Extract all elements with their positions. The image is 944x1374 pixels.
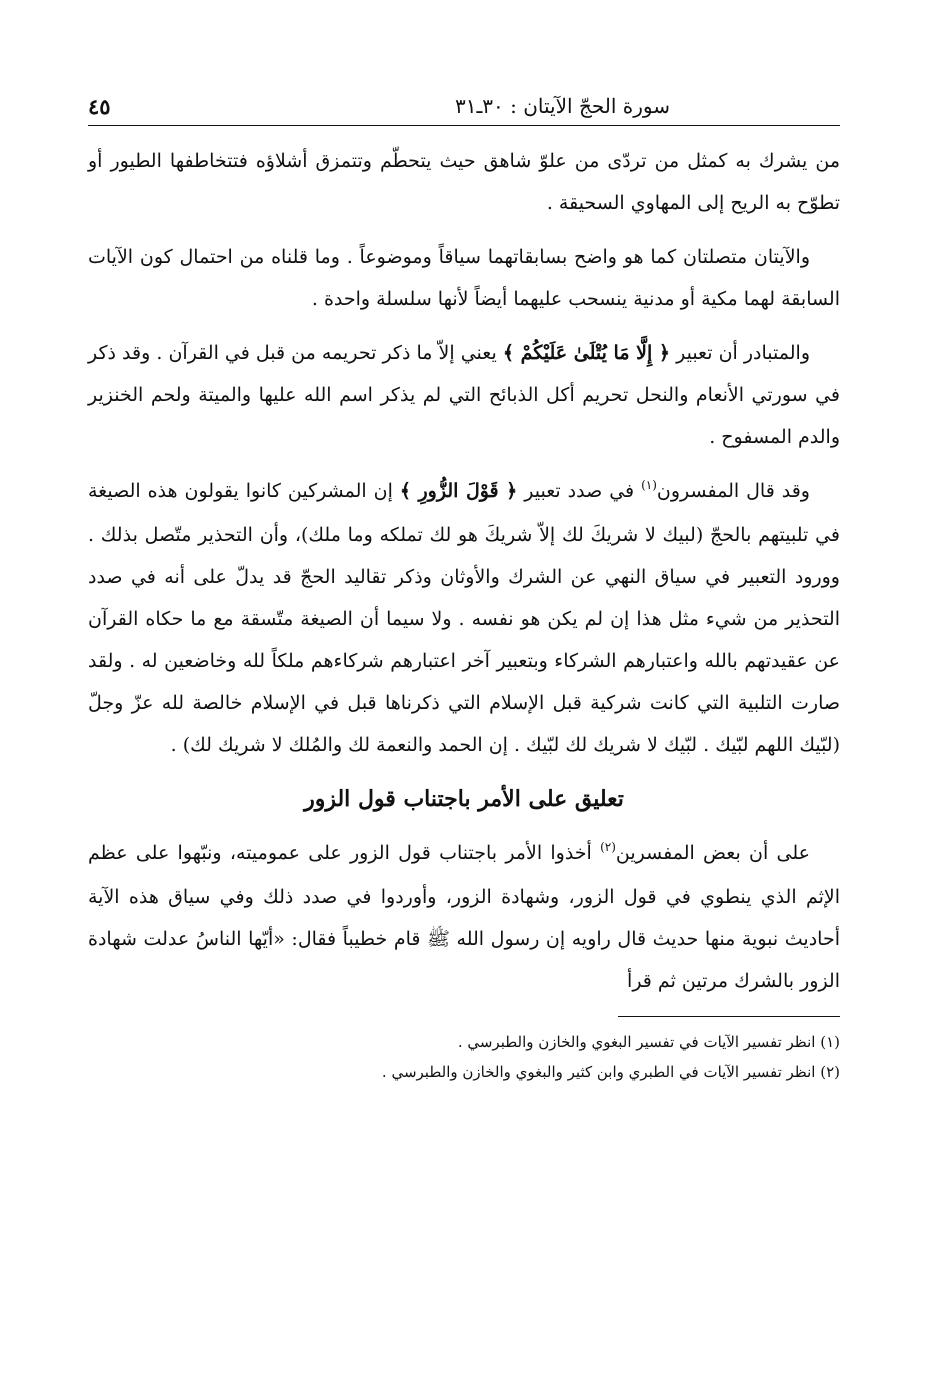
paragraph-4 <box>88 470 840 766</box>
paragraph-4-text-start: وقد قال المفسرون <box>656 480 810 502</box>
footnote-separator <box>618 1016 840 1017</box>
footnote-reference-2[interactable]: (٢) <box>600 840 616 854</box>
footnotes <box>88 1027 840 1087</box>
header-rule <box>88 125 840 126</box>
footnote-2: (٢) انظر تفسير الآيات في الطبري وابن كثير والبغوي والخازن والطبرسي . <box>381 1063 840 1081</box>
body-text <box>88 140 840 1002</box>
paragraph-3-text-rest: يعني إلاّ ما ذكر تحريمه من قبل في القرآن . وقد ذكر في سورتي الأنعام والنحل تحريم أكل الذبائح التي لم يذكر اسم الله عليها والميتة ولحم الخنزير والدم المسفوح . <box>88 342 840 448</box>
running-header <box>88 86 840 126</box>
footnote-reference-1[interactable]: (١) <box>641 478 657 492</box>
section-heading: تعليق على الأمر باجتناب قول الزور <box>304 786 624 812</box>
paragraph-5-text-start: على أن بعض المفسرين <box>615 842 810 864</box>
page-number: ٤٥ <box>88 94 111 119</box>
quran-verse-quote: ﴿ قَوْلَ الزُّورِ ﴾ <box>399 480 518 502</box>
paragraph-5-text-rest: أخذوا الأمر باجتناب قول الزور على عموميته، ونبّهوا على عظم الإثم الذي ينطوي في قول الزور، وشهادة الزور، وأوردوا في صدد ذلك وفي سياق هذه الآية أحاديث نبوية منها حديث قال راويه إن رسول الله ﷺ قام خطيباً فقال: «أيّها الناسُ عدلت شهادة الزور بالشرك مرتين ثم قرأ <box>88 842 840 992</box>
paragraph-4-text-middle: في صدد تعبير <box>524 480 635 502</box>
footnote-1: (١) انظر تفسير الآيات في تفسير البغوي والخازن والطبرسي . <box>457 1033 840 1051</box>
paragraph-1: من يشرك به كمثل من تردّى من علوّ شاهق حيث يتحطّم وتتمزق أشلاؤه فتتخاطفها الطيور أو تطوّح به الريح إلى المهاوي السحيقة . <box>88 150 840 214</box>
paragraph-5 <box>88 832 840 1002</box>
book-page <box>88 86 840 1087</box>
running-title: سورة الحجّ الآيتان : ٣٠ـ٣١ <box>454 94 670 118</box>
quran-verse-quote: ﴿ إِلَّا مَا يُتْلَىٰ عَلَيْكُمْ ﴾ <box>502 342 671 364</box>
paragraph-4-text-rest: إن المشركين كانوا يقولون هذه الصيغة في تلبيتهم بالحجّ (لبيك لا شريكَ لك إلاّ شريكَ هو لك تملكه وما ملك)، وأن التحذير متّصل بذلك . وورود التعبير في سياق النهي عن الشرك والأوثان وذكر تقاليد الحجّ قد يدلّ على أنه في صدد التحذير من شيء مثل هذا إن لم يكن هو نفسه . ولا سيما أن الصيغة متّسقة مع ما حكاه القرآن عن عقيدتهم بالله واعتبارهم الشركاء وبتعبير آخر اعتبارهم شركاءهم ملكاً لله وخاضعين له . ولقد صارت التلبية التي كانت شركية قبل الإسلام التي ذكرناها قبل في الإسلام خالصة لله عزّ وجلّ (لبّيك اللهم لبّيك . لبّيك لا شريك لك لبّيك . إن الحمد والنعمة لك والمُلك لا شريك لك) . <box>88 480 840 756</box>
paragraph-2: والآيتان متصلتان كما هو واضح بسابقاتهما سياقاً وموضوعاً . وما قلناه من احتمال كون الآيات السابقة لهما مكية أو مدنية ينسحب عليهما أيضاً لأنها سلسلة واحدة . <box>88 246 840 310</box>
paragraph-3 <box>88 332 840 458</box>
paragraph-3-text-start: والمتبادر أن تعبير <box>676 342 810 364</box>
